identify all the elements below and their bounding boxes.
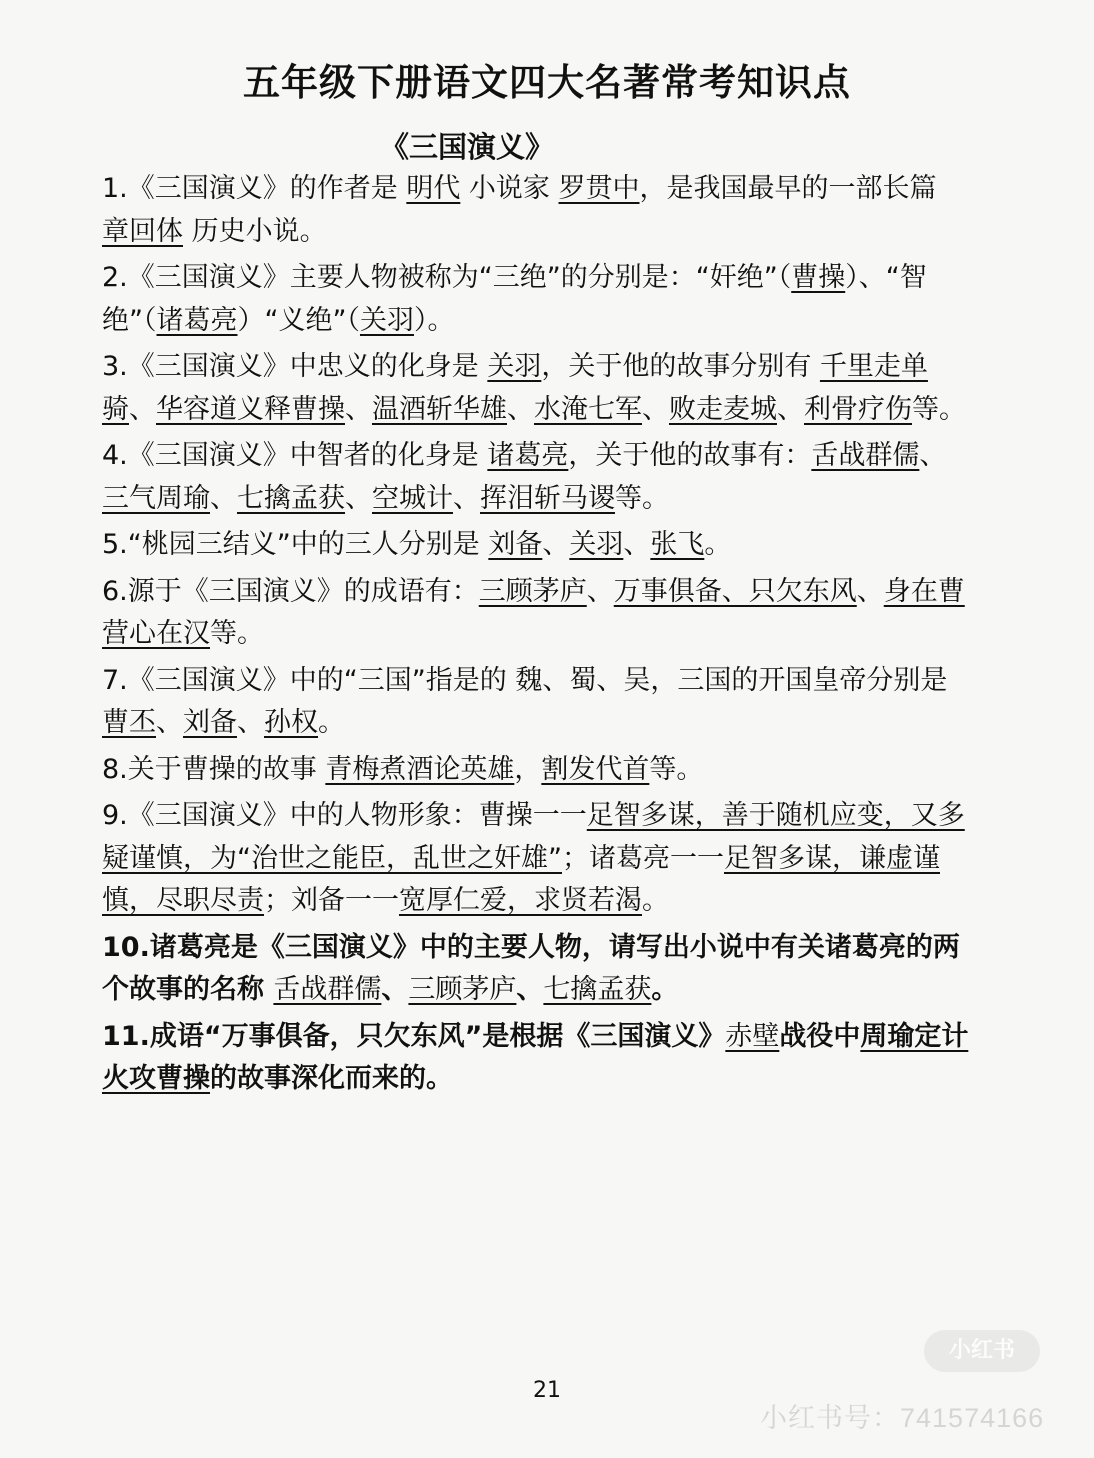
item-text: 、	[642, 393, 669, 425]
item-text: 、	[507, 393, 534, 425]
item-text: 、	[129, 393, 156, 425]
item-text: 、	[856, 575, 884, 607]
answer-text: 万事俱备、只欠东风	[613, 575, 857, 607]
item-text: 8.关于曹操的故事	[102, 753, 326, 785]
answer-text: 利骨疗伤	[804, 393, 912, 425]
item-text: 、	[777, 393, 804, 425]
answer-text: 三顾茅庐	[478, 575, 587, 607]
item-text: ，	[514, 753, 542, 785]
item-text: 7.《三国演义》中的“三国”指是的 魏、蜀、吴，三国的开国皇帝分别是	[102, 664, 948, 696]
answer-text: 水淹七军	[534, 393, 642, 425]
item-text: 等。	[615, 482, 669, 514]
item-text: 战役中	[779, 1020, 861, 1052]
page-title: 五年级下册语文四大名著常考知识点	[243, 61, 851, 104]
answer-text: 舌战群儒	[273, 974, 382, 1005]
answer-text: 足智多谋，善于随机应变，又多疑谨慎，为“治世之能臣，乱世之奸雄”	[102, 800, 965, 874]
item-text: 、	[453, 482, 480, 514]
item-text: 、	[381, 974, 409, 1005]
answer-text: 关羽	[359, 304, 414, 336]
item-text: 、	[542, 529, 570, 560]
answer-text: 三顾茅庐	[408, 974, 517, 1005]
knowledge-item	[102, 257, 972, 342]
answer-text: 张飞	[650, 529, 705, 560]
item-text: 等。	[912, 393, 966, 425]
answer-text: 刘备	[183, 707, 237, 738]
answer-text: 三气周瑜	[102, 482, 210, 514]
answer-text: 身在曹营心在汉	[102, 575, 965, 649]
item-text: 、	[623, 529, 651, 560]
item-text: 、	[210, 482, 237, 514]
item-text: 。	[704, 529, 732, 560]
item-text: 5.“桃园三结义”中的三人分别是	[102, 529, 489, 560]
item-text: 等。	[649, 753, 704, 785]
item-text: 。	[318, 707, 345, 738]
answer-text: 千里走单骑	[102, 351, 928, 425]
watermark-logo: 小红书	[924, 1330, 1040, 1372]
knowledge-item	[102, 435, 972, 520]
item-text: 小说家	[460, 173, 559, 204]
answer-text: 足智多谋，谦虚谨慎，尽职尽责	[102, 842, 940, 916]
item-text: 、	[156, 707, 183, 738]
item-text: 10.诸葛亮是《三国演义》中的主要人物，请写出小说中有关诸葛亮的两个故事的名称	[102, 931, 960, 1005]
answer-text: 舌战群儒	[811, 440, 920, 471]
answer-text: 关羽	[569, 529, 624, 560]
answer-text: 罗贯中	[558, 173, 640, 204]
item-text: 历史小说。	[183, 215, 327, 247]
page-number: 21	[533, 1378, 561, 1403]
section-heading: 《三国演义》	[380, 130, 555, 164]
watermark-text: 小红书号：741574166	[760, 1403, 1045, 1433]
answer-text: 曹丕	[102, 707, 156, 738]
item-text: 、	[345, 393, 372, 425]
item-text: ，关于他的故事分别有	[541, 351, 820, 382]
answer-text: 章回体	[102, 215, 183, 247]
answer-text: 败走麦城	[669, 393, 777, 425]
item-text: 9.《三国演义》中的人物形象：曹操一一	[102, 800, 587, 831]
knowledge-list	[102, 168, 972, 1101]
item-text: ）、“智绝”（	[102, 262, 927, 336]
item-text: 等。	[210, 618, 264, 649]
item-text: ）。	[413, 304, 455, 336]
answer-text: 挥泪斩马谡	[480, 482, 615, 514]
answer-text: 诸葛亮	[156, 304, 238, 336]
knowledge-item	[102, 524, 972, 567]
item-text: 1.《三国演义》的作者是	[102, 173, 407, 204]
knowledge-item	[102, 795, 972, 923]
item-text: ；诸葛亮一一	[561, 842, 724, 874]
item-text: 6.源于《三国演义》的成语有：	[102, 575, 479, 607]
answer-text: 华容道义释曹操	[156, 393, 345, 425]
answer-text: 七擒孟获	[237, 482, 345, 514]
answer-text: 宽厚仁爱，求贤若渴	[399, 885, 642, 916]
item-text: 3.《三国演义》中忠义的化身是	[102, 351, 488, 382]
knowledge-item	[102, 346, 972, 431]
item-text: 11.成语“万事俱备，只欠东风”是根据《三国演义》	[102, 1020, 726, 1052]
item-text: 、	[516, 974, 544, 1005]
answer-text: 诸葛亮	[487, 440, 569, 471]
answer-text: 刘备	[488, 529, 543, 560]
answer-text: 周瑜定计火攻曹操	[102, 1020, 969, 1094]
answer-text: 温酒斩华雄	[372, 393, 507, 425]
answer-text: 七擒孟获	[543, 974, 652, 1005]
answer-text: 赤壁	[725, 1020, 780, 1052]
answer-text: 青梅煮酒论英雄	[325, 753, 515, 785]
item-text: 。	[642, 885, 669, 916]
knowledge-item	[102, 1016, 972, 1101]
item-text: 、	[237, 707, 264, 738]
knowledge-item	[102, 571, 972, 656]
item-text: 、	[345, 482, 372, 514]
knowledge-item	[102, 749, 972, 792]
answer-text: 空城计	[372, 482, 453, 514]
item-text: 、	[919, 440, 947, 471]
item-text: 、	[586, 575, 614, 607]
knowledge-item	[102, 927, 972, 1012]
item-text: 2.《三国演义》主要人物被称为“三绝”的分别是：“奸绝”（	[102, 262, 792, 293]
item-text: ，是我国最早的一部长篇	[639, 173, 937, 204]
answer-text: 关羽	[487, 351, 542, 382]
item-text: 。	[651, 974, 679, 1005]
knowledge-item	[102, 660, 972, 745]
answer-text: 明代	[406, 173, 461, 204]
answer-text: 孙权	[264, 707, 318, 738]
item-text: 的故事深化而来的。	[210, 1063, 453, 1094]
answer-text: 曹操	[791, 262, 846, 293]
answer-text: 割发代首	[541, 753, 650, 785]
knowledge-item	[102, 168, 972, 253]
item-text: ）“义绝”（	[237, 304, 360, 336]
item-text: ；刘备一一	[264, 885, 399, 916]
item-text: ，关于他的故事有：	[568, 440, 812, 471]
item-text: 4.《三国演义》中智者的化身是	[102, 440, 488, 471]
